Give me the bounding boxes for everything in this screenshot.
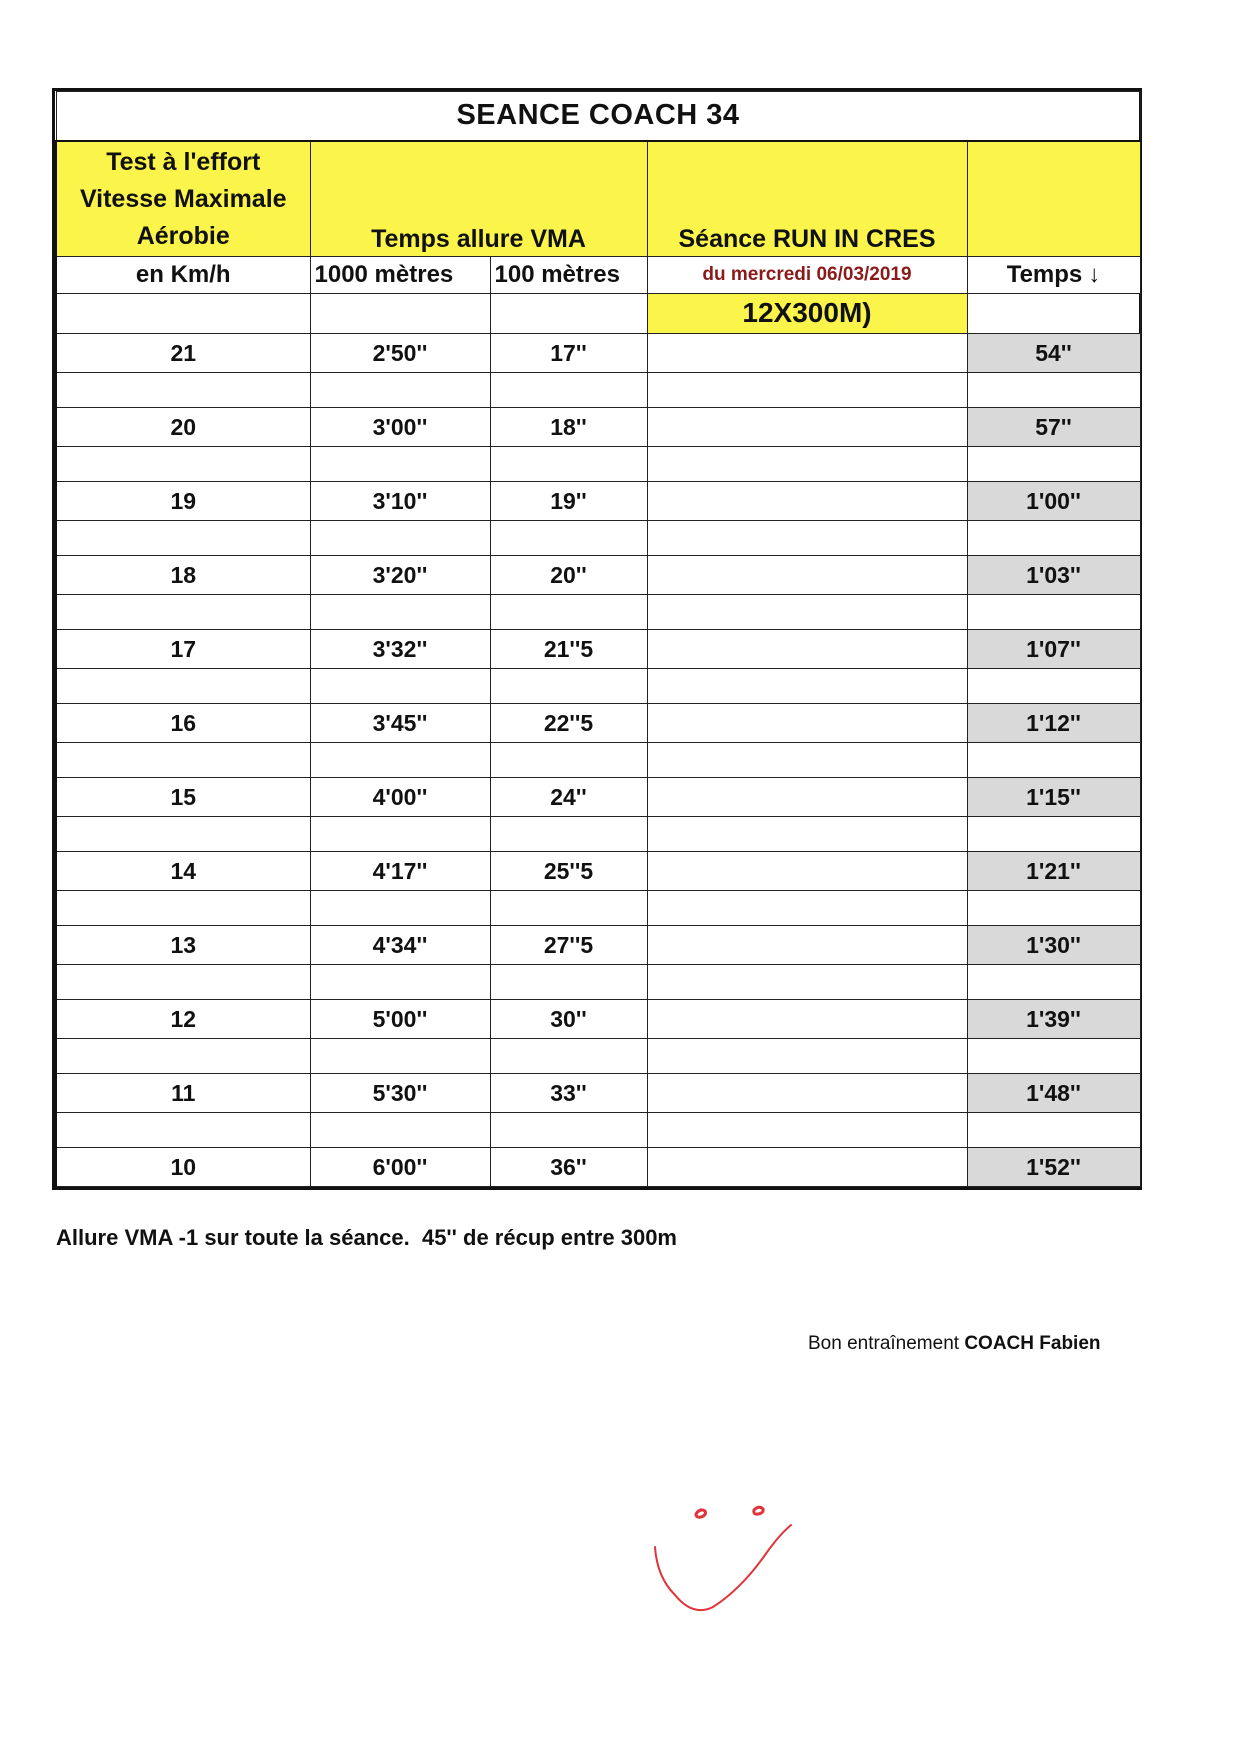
- signature: [808, 1333, 1101, 1355]
- spacer-row: [56, 817, 1140, 852]
- spacer-cell: [490, 743, 647, 778]
- vma-cell: 12: [56, 1000, 310, 1039]
- spacer-cell: [490, 595, 647, 630]
- session-note: Allure VMA -1 sur toute la séance. 45'' de récup entre 300m: [56, 1225, 677, 1250]
- spacer-cell: [56, 521, 310, 556]
- vma-cell: 14: [56, 852, 310, 891]
- time-cell: 1'15'': [967, 778, 1140, 817]
- spacer-cell: [967, 743, 1140, 778]
- spacer-cell: [647, 373, 967, 408]
- signature-name: COACH Fabien: [964, 1333, 1101, 1354]
- spacer-cell: [647, 669, 967, 704]
- spacer-cell: [967, 595, 1140, 630]
- header-dist-100: 100 mètres: [490, 257, 647, 294]
- time-cell: 1'21'': [967, 852, 1140, 891]
- pace-100m-cell: 17'': [490, 334, 647, 373]
- pace-100m-cell: 27''5: [490, 926, 647, 965]
- vma-cell: 16: [56, 704, 310, 743]
- label-spacer-cell: [310, 294, 490, 334]
- time-cell: 1'07'': [967, 630, 1140, 669]
- spacer-cell: [56, 1113, 310, 1148]
- spacer-cell: [490, 1113, 647, 1148]
- vma-cell: 20: [56, 408, 310, 447]
- time-cell: 1'12'': [967, 704, 1140, 743]
- vma-cell: 13: [56, 926, 310, 965]
- time-cell: 1'03'': [967, 556, 1140, 595]
- session-cell: [647, 1000, 967, 1039]
- pace-100m-cell: 19'': [490, 482, 647, 521]
- label-spacer-cell: [967, 294, 1140, 334]
- pace-1000m-cell: 4'17'': [310, 852, 490, 891]
- spacer-cell: [310, 1113, 490, 1148]
- spacer-cell: [967, 891, 1140, 926]
- arrow-down-icon: ↓: [1088, 261, 1101, 289]
- spacer-cell: [647, 817, 967, 852]
- table-row: [56, 556, 1140, 595]
- page-title: SEANCE COACH 34: [56, 92, 1140, 142]
- vma-cell: 10: [56, 1148, 310, 1187]
- time-cell: 1'00'': [967, 482, 1140, 521]
- spacer-cell: [56, 965, 310, 1000]
- spacer-row: [56, 447, 1140, 482]
- spacer-cell: [967, 817, 1140, 852]
- table-row: [56, 408, 1140, 447]
- session-cell: [647, 704, 967, 743]
- spacer-row: [56, 595, 1140, 630]
- spacer-cell: [647, 1113, 967, 1148]
- header-date: du mercredi 06/03/2019: [647, 257, 967, 294]
- header-pace: Temps allure VMA: [310, 141, 647, 257]
- spacer-cell: [310, 817, 490, 852]
- spacer-cell: [56, 743, 310, 778]
- table-row: [56, 334, 1140, 373]
- vma-table-sheet: [52, 88, 1142, 1190]
- spacer-cell: [967, 1039, 1140, 1074]
- time-cell: 1'52'': [967, 1148, 1140, 1187]
- time-cell: 54'': [967, 334, 1140, 373]
- spacer-row: [56, 1113, 1140, 1148]
- session-cell: [647, 926, 967, 965]
- pace-100m-cell: 30'': [490, 1000, 647, 1039]
- session-cell: [647, 334, 967, 373]
- pace-100m-cell: 20'': [490, 556, 647, 595]
- pace-100m-cell: 18'': [490, 408, 647, 447]
- table-row: [56, 1074, 1140, 1113]
- pace-1000m-cell: 2'50'': [310, 334, 490, 373]
- session-cell: [647, 408, 967, 447]
- vma-cell: 11: [56, 1074, 310, 1113]
- spacer-cell: [490, 447, 647, 482]
- pace-100m-cell: 25''5: [490, 852, 647, 891]
- spacer-row: [56, 965, 1140, 1000]
- pace-100m-cell: 33'': [490, 1074, 647, 1113]
- spacer-row: [56, 373, 1140, 408]
- spacer-cell: [310, 965, 490, 1000]
- session-cell: [647, 556, 967, 595]
- header-dist-1000: 1000 mètres: [310, 257, 490, 294]
- header-temps-label: Temps: [1006, 261, 1083, 289]
- table-row: [56, 630, 1140, 669]
- spacer-cell: [56, 595, 310, 630]
- time-cell: 1'48'': [967, 1074, 1140, 1113]
- spacer-cell: [310, 1039, 490, 1074]
- table-row: [56, 1000, 1140, 1039]
- pace-100m-cell: 22''5: [490, 704, 647, 743]
- header-unit-kmh: en Km/h: [56, 257, 310, 294]
- header-test-line2: Vitesse Maximale: [79, 185, 287, 213]
- spacer-cell: [310, 595, 490, 630]
- spacer-cell: [967, 1113, 1140, 1148]
- smiley-left-eye: [696, 1510, 706, 1517]
- vma-cell: 21: [56, 334, 310, 373]
- spacer-cell: [967, 521, 1140, 556]
- spacer-cell: [647, 595, 967, 630]
- spacer-cell: [56, 891, 310, 926]
- header-temps: [967, 257, 1140, 294]
- pace-1000m-cell: 3'00'': [310, 408, 490, 447]
- smiley-drawing: [640, 1500, 840, 1620]
- spacer-cell: [56, 447, 310, 482]
- pace-1000m-cell: 6'00'': [310, 1148, 490, 1187]
- header-test-effort: [56, 141, 310, 257]
- header-test-line1: Test à l'effort: [106, 148, 261, 176]
- table-row: [56, 778, 1140, 817]
- pace-100m-cell: 24'': [490, 778, 647, 817]
- session-cell: [647, 482, 967, 521]
- vma-cell: 19: [56, 482, 310, 521]
- spacer-cell: [310, 521, 490, 556]
- table-row: [56, 926, 1140, 965]
- spacer-cell: [490, 521, 647, 556]
- smiley-mouth: [655, 1525, 791, 1610]
- signature-prefix: Bon entraînement: [808, 1333, 965, 1354]
- spacer-cell: [967, 965, 1140, 1000]
- spacer-cell: [56, 1039, 310, 1074]
- pace-1000m-cell: 5'30'': [310, 1074, 490, 1113]
- time-cell: 57'': [967, 408, 1140, 447]
- pace-1000m-cell: 4'34'': [310, 926, 490, 965]
- table-row: [56, 852, 1140, 891]
- header-test-line3: Aérobie: [136, 222, 230, 250]
- table-row: [56, 482, 1140, 521]
- spacer-cell: [647, 743, 967, 778]
- spacer-cell: [56, 373, 310, 408]
- spacer-cell: [967, 373, 1140, 408]
- header-session: Séance RUN IN CRES: [647, 141, 967, 257]
- spacer-cell: [967, 447, 1140, 482]
- session-cell: [647, 630, 967, 669]
- spacer-row: [56, 521, 1140, 556]
- session-cell: [647, 852, 967, 891]
- spacer-cell: [490, 1039, 647, 1074]
- spacer-cell: [490, 669, 647, 704]
- spacer-cell: [490, 891, 647, 926]
- label-spacer-cell: [56, 294, 310, 334]
- pace-1000m-cell: 4'00'': [310, 778, 490, 817]
- session-cell: [647, 778, 967, 817]
- spacer-cell: [490, 373, 647, 408]
- pace-1000m-cell: 3'32'': [310, 630, 490, 669]
- table-row: [56, 704, 1140, 743]
- label-spacer-cell: [490, 294, 647, 334]
- pace-100m-cell: 36'': [490, 1148, 647, 1187]
- spacer-cell: [490, 817, 647, 852]
- smiley-right-eye: [754, 1507, 763, 1514]
- spacer-cell: [310, 447, 490, 482]
- pace-1000m-cell: 3'10'': [310, 482, 490, 521]
- header-blank: [967, 141, 1140, 257]
- spacer-cell: [647, 891, 967, 926]
- pace-1000m-cell: 3'45'': [310, 704, 490, 743]
- spacer-cell: [56, 669, 310, 704]
- spacer-cell: [967, 669, 1140, 704]
- workout-label: 12X300M): [647, 294, 967, 334]
- vma-cell: 15: [56, 778, 310, 817]
- spacer-cell: [490, 965, 647, 1000]
- spacer-cell: [56, 817, 310, 852]
- vma-cell: 17: [56, 630, 310, 669]
- vma-cell: 18: [56, 556, 310, 595]
- spacer-cell: [310, 373, 490, 408]
- spacer-row: [56, 891, 1140, 926]
- spacer-cell: [647, 1039, 967, 1074]
- pace-1000m-cell: 3'20'': [310, 556, 490, 595]
- table-row: [56, 1148, 1140, 1187]
- spacer-row: [56, 1039, 1140, 1074]
- time-cell: 1'39'': [967, 1000, 1140, 1039]
- spacer-cell: [310, 669, 490, 704]
- time-cell: 1'30'': [967, 926, 1140, 965]
- session-cell: [647, 1074, 967, 1113]
- vma-table: [55, 91, 1141, 1187]
- spacer-cell: [310, 743, 490, 778]
- spacer-row: [56, 669, 1140, 704]
- pace-100m-cell: 21''5: [490, 630, 647, 669]
- pace-1000m-cell: 5'00'': [310, 1000, 490, 1039]
- spacer-cell: [647, 521, 967, 556]
- spacer-cell: [310, 891, 490, 926]
- spacer-cell: [647, 965, 967, 1000]
- spacer-cell: [647, 447, 967, 482]
- spacer-row: [56, 743, 1140, 778]
- session-cell: [647, 1148, 967, 1187]
